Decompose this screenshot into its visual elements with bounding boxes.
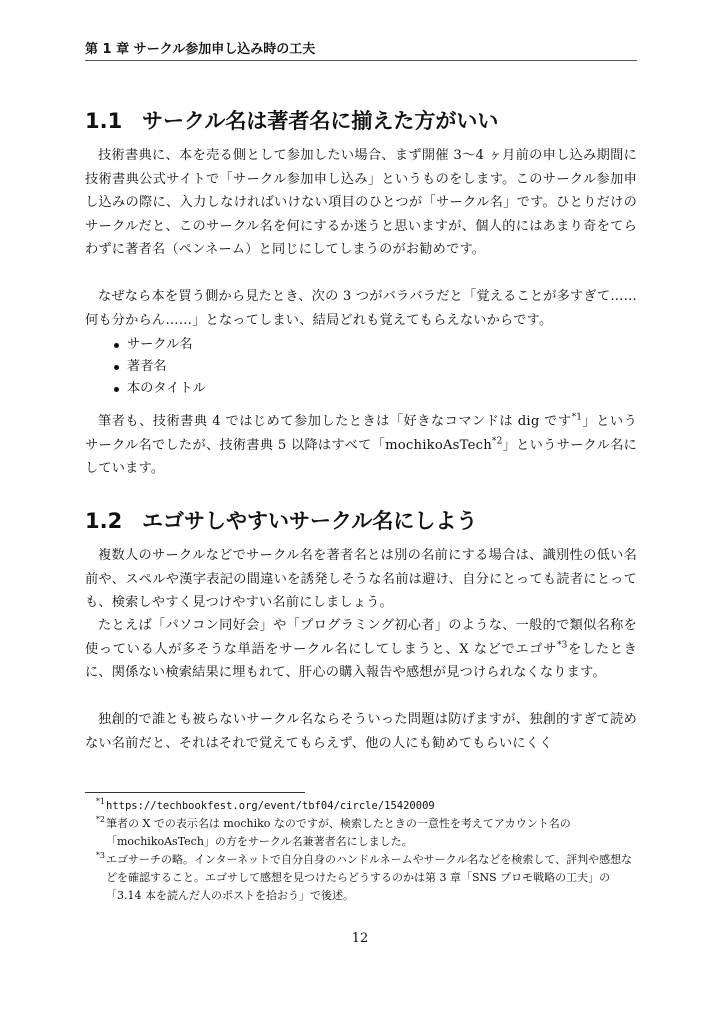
bullet-icon [114, 387, 119, 392]
footnote [85, 797, 637, 815]
footnote [85, 851, 637, 905]
page-number: 12 [351, 931, 369, 946]
footnote-divider [85, 792, 305, 793]
list-item: サークル名 [85, 334, 637, 356]
bullet-icon [114, 343, 119, 348]
paragraph: たとえば「パソコン同好会」や「プログラミング初心者」のような、一般的で類似名称を使っている人が多そうな単語をサークル名にしてしまうと、X などでエゴサ$^{*3}$をしたときに、関係ない検索結果に埋もれて、肝心の購入報告や感想が見つけられなくなります。 [85, 618, 638, 681]
footnote-ref[interactable]: *1 [571, 412, 583, 423]
section-heading: エゴサしやすいサークル名にしよう [142, 509, 478, 533]
footnote-mark: *1 [95, 797, 105, 806]
footnote [85, 815, 637, 851]
footnote-ref[interactable]: *3 [556, 640, 568, 651]
paragraph: 筆者も、技術書典 4 ではじめて参加したときは「好きなコマンドは dig です$^{*1}$」というサークル名でしたが、技術書典 5 以降はすべて「mochikoAsTech$^{*2}$」というサークル名にしています。 [85, 412, 637, 477]
section-heading: サークル名は著者名に揃えた方がいい [142, 109, 499, 133]
list-item: 著者名 [85, 356, 637, 378]
paragraph: 技術書典に、本を売る側として参加したい場合、まず開催 3〜4 ヶ月前の申し込み期間に技術書典公式サイトで「サークル参加申し込み」というものをします。このサークル参加申し込みの際に、入力しなければいけない項目のひとつが「サークル名」です。ひとりだけのサークルだと、このサークル名を何にするか迷うと思いますが、個人的にはあまり奇をてらわずに著者名（ペンネーム）と同じにしてしまうのがお勧めです。 [85, 148, 637, 258]
footnote-ref[interactable]: *2 [491, 436, 503, 447]
section-title-1-2 [85, 508, 477, 534]
paragraph: なぜなら本を買う側から見たとき、次の 3 つがバラバラだと「覚えることが多すぎて……何も分からん……」となってしまい、結局どれも覚えてもらえないからです。 [85, 289, 637, 328]
footnote-link[interactable]: https://techbookfest.org/event/tbf04/circle/15420009 [106, 800, 435, 812]
section-number: 1.1 [85, 109, 123, 133]
footnotes [85, 797, 637, 905]
list-item: 本のタイトル [85, 378, 637, 400]
section-number: 1.2 [85, 509, 123, 533]
bullet-icon [114, 365, 119, 370]
bullet-list [85, 334, 637, 400]
footnote-mark: *2 [95, 815, 105, 824]
section-title-1-1 [85, 108, 498, 134]
paragraph: 独創的で誰とも被らないサークル名ならそういった問題は防げますが、独創的すぎて読めない名前だと、それはそれで覚えてもらえず、他の人にも勧めてもらいにくく [85, 712, 637, 751]
paragraph: 複数人のサークルなどでサークル名を著者名とは別の名前にする場合は、識別性の低い名前や、スペルや漢字表記の間違いを誘発しそうな名前は避け、自分にとっても読者にとっても、検索しやすく見つけやすい名前にしましょう。 [85, 548, 637, 611]
running-head: 第 1 章 サークル参加申し込み時の工夫 [85, 42, 637, 61]
footnote-text: 筆者の X での表示名は mochiko なのですが、検索したときの一意性を考えてアカウント名の「mochikoAsTech」の方をサークル名兼著者名にしました。 [106, 817, 571, 848]
footnote-text: エゴサーチの略。インターネットで自分自身のハンドルネームやサークル名などを検索して、評判や感想などを確認すること。エゴサして感想を見つけたらどうするのかは第 3 章「SNS プロモ戦略の工夫」の「3.14 本を読んだ人のポストを拾おう」で後述。 [106, 853, 633, 902]
footnote-mark: *3 [95, 851, 105, 860]
